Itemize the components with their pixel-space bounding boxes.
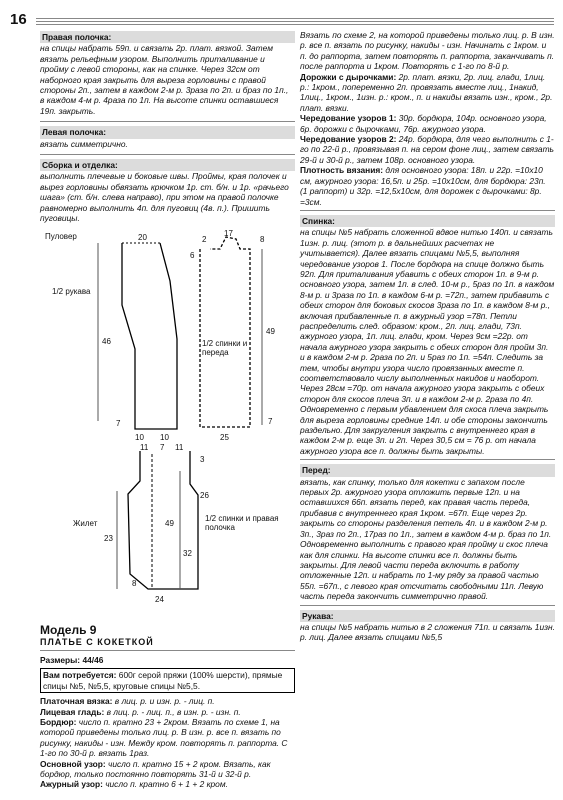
levaya-section	[40, 126, 295, 149]
bordur-label: Бордюр:	[40, 716, 77, 727]
divider	[300, 210, 555, 211]
half-back-right-label: 1/2 спинки и правая полочка	[205, 513, 279, 532]
divider	[40, 650, 295, 651]
dorozhki-line	[300, 72, 555, 114]
dim-11a: 11	[140, 442, 149, 452]
sizes-line	[40, 655, 295, 665]
dim-10a: 10	[135, 432, 144, 442]
divider	[40, 121, 295, 122]
dim-49: 49	[266, 326, 275, 336]
need-value: 600г серой пряжи (100% шерсти), прямые спицы №5, №5,5, круговые спицы №5,5.	[43, 670, 283, 691]
ch1-line	[300, 113, 555, 134]
cont-text: Вязать по схеме 2, на которой приведены только лиц. р. В изн. р. все п. вязать по рисунку, накиды - изн. Начинать с 1кром. и п. до раппорта, затем повторять п. раппорта, заканчивать п. после раппорта и 1кром. Повторять с 1-го по 8-й р.	[300, 30, 555, 72]
dim-7b: 7	[268, 416, 273, 426]
osn-label: Основной узор:	[40, 758, 106, 769]
glad-value: в лиц. р. - лиц. п., в изн. р. - изн. п.	[106, 706, 241, 717]
dim-17: 17	[224, 228, 233, 238]
dim-2: 2	[202, 234, 207, 244]
ch1-value: 30р. бордюра, 104р. основного узора, 6р. дорожки с дырочками, 76р. ажурного узора.	[300, 113, 547, 134]
sizes-value: 44/46	[82, 654, 104, 665]
glad-label: Лицевая гладь:	[40, 706, 105, 717]
dim-20: 20	[138, 232, 147, 242]
dim-32: 32	[183, 548, 192, 558]
platoch-value: в лиц. р. и изн. р. - лиц. п.	[114, 696, 215, 707]
rukava-title: Рукава:	[300, 610, 555, 622]
azhur-label: Ажурный узор:	[40, 779, 103, 790]
sborka-text: выполнить плечевые и боковые швы. Проймы, края полочек и вырез горловины обвязать крючком 1р. ст. б/н. и 1р. «рачьего шага» (ст. б/н. слева направо), при этом на правой полочке равномерно выполнить 4п. для пуговиц (4в. п.). Пришить пуговицы.	[40, 171, 289, 224]
platoch-line	[40, 696, 295, 706]
dim-24: 24	[155, 594, 164, 604]
rukava-text: на спицы №5 набрать нитью в 2 сложения 71п. и связать 1изн. р. лиц. Далее вязать спицами №5,5	[300, 621, 555, 643]
dim-49b: 49	[165, 518, 174, 528]
dim-23: 23	[104, 533, 113, 543]
ch2-line	[300, 134, 555, 165]
osn-line	[40, 759, 295, 780]
dim-46: 46	[102, 336, 111, 346]
glad-line	[40, 707, 295, 717]
divider	[300, 459, 555, 460]
platoch-label: Платочная вязка:	[40, 696, 113, 707]
azhur-value: число п. кратно 6 + 1 + 2 кром.	[105, 779, 228, 790]
dim-11b: 11	[175, 442, 184, 452]
right-column	[300, 30, 555, 643]
page-number: 16	[10, 11, 27, 28]
model-style: ПЛАТЬЕ С КОКЕТКОЙ	[40, 636, 154, 647]
dorozhki-value: 2р. плат. вязки, 2р. лиц. глади, 1лиц. р.: 1кром., попеременно 2п. провязать вместе лиц., 1накид, 1лиц., 1кром., 1изн. р.: кром., п. и накиды вязать изн., кром., 2р. плат. вязки.	[300, 71, 553, 113]
osn-value: число п. кратно 15 + 2 кром. Вязать, как бордюр, только постоянно повторять 31-й и 32-й р.	[40, 758, 271, 779]
dim-7c: 7	[160, 442, 165, 452]
plot-line	[300, 165, 555, 207]
model-title: Модель 9	[40, 622, 97, 637]
pered-text: вязать, как спинку, только для кокетки с запахом после первых 2р. ажурного узора отложить первые 12п. и на оставшихся 66п. вязать перед, как правая часть переда, прибавив с внутреннего края 1кром. =67п. Еще через 2р. закрыть со стороны разделения петель 4п. и в каждом 2-м р. 3п., 3раз по 2п., 17раз по 1п., затем в каждом 4-м р. браз по 1п. Одновременно выполнить с правого края пройму и скос плеча как для спинки. На высоте спинки все п. должны быть закрыты. Для левой части переда включить в работу отложенные 12п. и набрать по 1-му ряду за правой частью 55п. =67п., с левого края отсчитать свободными 11п. Левую часть переда закончить симметрично правой.	[300, 476, 552, 602]
pravaya-title: Правая полочка:	[40, 31, 295, 43]
pravaya-section	[40, 31, 295, 116]
divider	[300, 605, 555, 606]
pulover-label: Пуловер	[45, 231, 77, 241]
materials-box	[40, 668, 295, 693]
dim-8: 8	[260, 234, 265, 244]
dorozhki-label: Дорожки с дырочками:	[300, 71, 397, 82]
spinka-title: Спинка:	[300, 215, 555, 227]
ch1-label: Чередование узоров 1:	[300, 113, 397, 124]
half-sleeve-label: 1/2 рукава	[52, 286, 91, 296]
dim-26: 26	[200, 490, 209, 500]
plot-value: для основного узора: 18п. и 22р. =10х10 см, ажурного узора: 16,5п. и 25р. =10х10см, для бордюра: 23п. (1 раппорт) и 32р. =12,5х10см, для дорожек с дырочками: 8р. =3см.	[300, 165, 546, 207]
dim-7: 7	[116, 418, 121, 428]
levaya-text: вязать симметрично.	[40, 138, 128, 149]
levaya-title: Левая полочка:	[40, 126, 295, 138]
azhur-line	[40, 779, 295, 789]
sborka-section	[40, 159, 295, 223]
ch2-value: 24р. бордюра, для чего выполнить с 1-го по 22-й р., провязывая п. на сером фоне лиц., затем связать 29-й и 30-й р., затем 108р. основного узора.	[300, 134, 554, 165]
bordur-line	[40, 717, 295, 759]
sizes-label: Размеры:	[40, 654, 81, 665]
half-back-front-label: 1/2 спинки и переда	[202, 338, 248, 357]
pravaya-text: на спицы набрать 59п. и связать 2р. плат. вязкой. Затем вязать рельефным узором. Выполнить приталивание и пройму с левой стороны, как на спинке. Через 32см от наборного края закрыть для выреза горловины с правой стороны 2п., затем в каждом 2-м р. 3раза по 2п. и браз по 1п., в каждом 4-м р. 4раза по 1п. На высоте спинки оставшиеся 19п. закрыть.	[40, 43, 289, 116]
pered-title: Перед:	[300, 464, 555, 476]
dim-25: 25	[220, 432, 229, 442]
sborka-title: Сборка и отделка:	[40, 159, 295, 171]
ch2-label: Чередование узоров 2:	[300, 134, 397, 145]
header-rule	[36, 18, 554, 27]
dim-10b: 10	[160, 432, 169, 442]
need-label: Вам потребуется:	[43, 670, 117, 681]
bordur-value: число п. кратно 23 + 2кром. Вязать по схеме 1, на которой приведены только лиц. р. В изн. р. все п. вязать по рисунку, накиды - изн. Между кром. повторять п. раппорта. С 1-го по 30-й р. вязать 1раз.	[40, 716, 288, 759]
pattern-diagram	[40, 229, 295, 621]
divider	[40, 154, 295, 155]
plot-label: Плотность вязания:	[300, 165, 384, 176]
dim-6: 6	[190, 250, 195, 260]
dim-3: 3	[200, 454, 205, 464]
left-column	[40, 30, 295, 790]
dim-8b: 8	[132, 578, 137, 588]
zhilet-label: Жилет	[73, 518, 98, 528]
spinka-text: на спицы №5 набрать сложенной вдвое нитью 140п. и связать 1изн. р. лиц. (этот р. в дальнейших расчетах не учитывается). Далее вязать спицами №5,5, выполняя чередование узоров 1. После бордюра на спице должно быть 92п. Для приталивания убавить с обеих сторон 1п. в 9-м р. основного узора, затем 1п. в след. 10-м р., 5раз по 1п. в каждом 8-м р. и 3раза по 1п. в каждом 6-м р. =72п., затем прибавить с обеих сторон для боковых скосов 3раза по 1п. в каждом 8-м р., включая прибавленные п. в ажурный узор =78п. Петли распределить след. образом: кром., 2п. лиц. глади, 73п. ажурного узора, 1п. лиц. глади, кром. Через 9см =22р. от начала ажурного узора закрыть с обеих сторон для пройм 3п. и в каждом 2-м р. 2раза по 2п. и 5раз по 1п. =54п. Следить за тем, чтобы внутри узора число провязанных вместе п. соответствовало числу выполненных накидов и наоборот. Через 28см =70р. от начала ажурного узора закрыть с обеих сторон для скосов плеча 3п. и в каждом 2-м р. 2раза по 4п. Одновременно с первым убавлением для скоса плеча закрыть для выреза горловины средние 14п. и обе стороны закончить раздельно. Для закругления закрыть с внутреннего края в каждом 2-м р. еще 3п. и 2п. Через 30,5 см = 76 р. от начала ажурного узора все п. должны быть закрыты.	[300, 227, 555, 456]
